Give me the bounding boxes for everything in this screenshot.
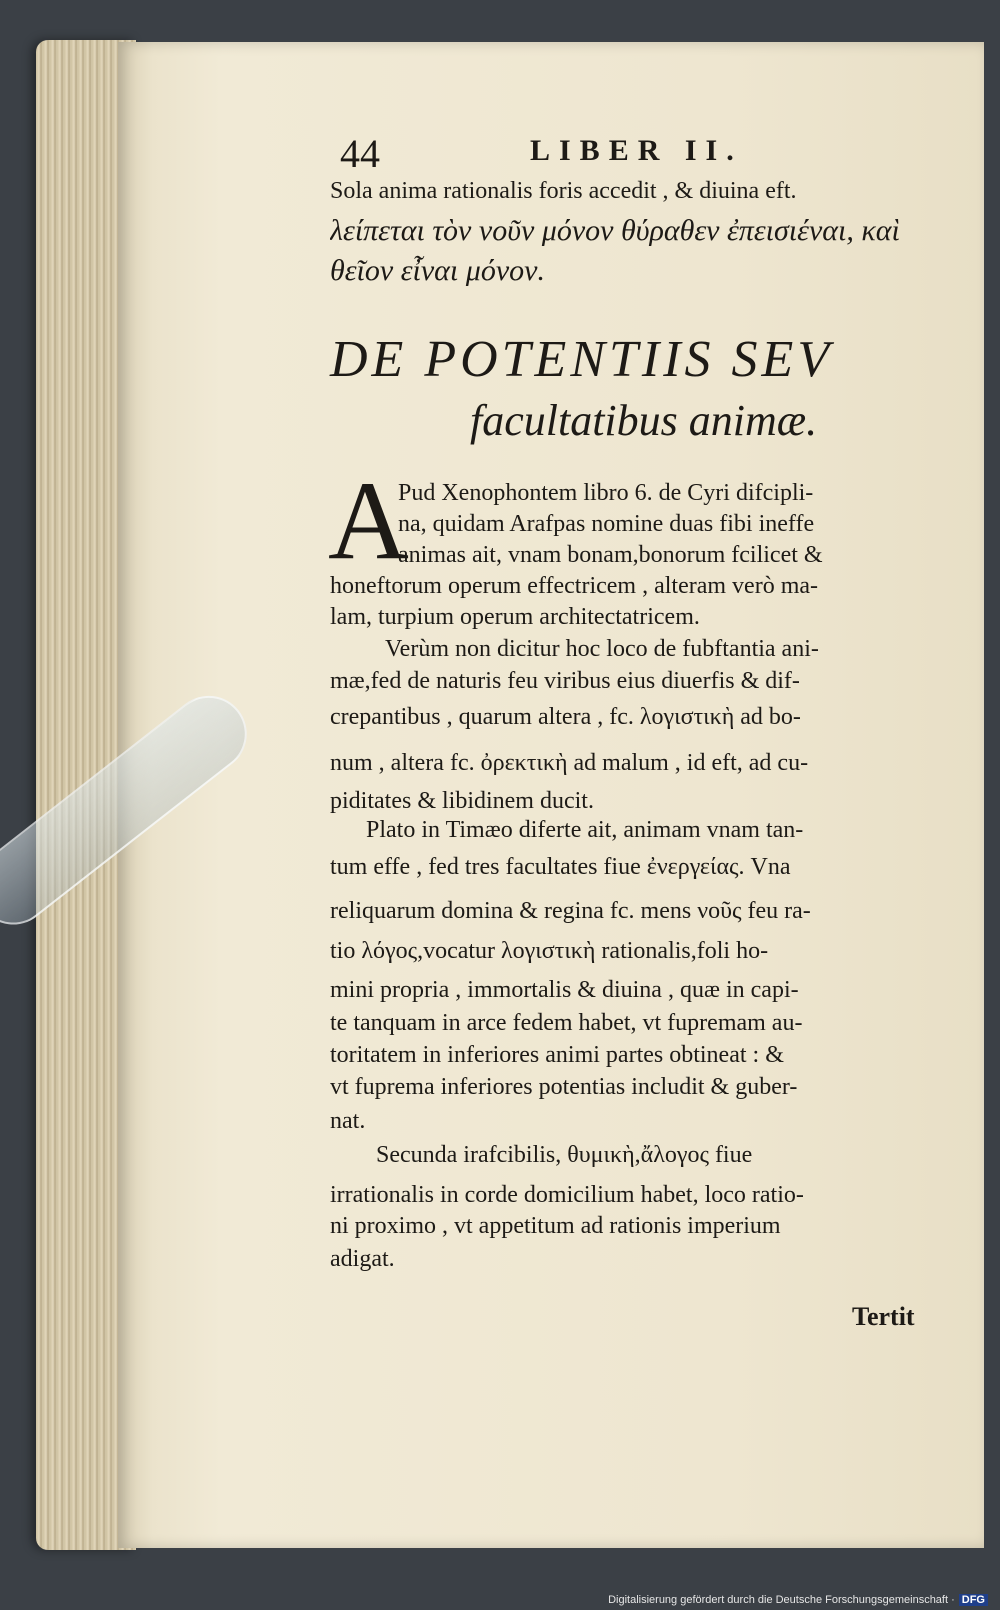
digitization-credit [608,1594,988,1606]
text-line: Verùm non dicitur hoc loco de fubftantia ani- [385,636,819,662]
text-line: na, quidam Arafpas nomine duas fibi ineffe [398,511,815,537]
greek-line: λείπεται τὸν νοῦν μόνον θύραθεν ἐπεισιέναι, καὶ [330,215,900,246]
text-line: Sola anima rationalis foris accedit , & diuina eft. [330,178,797,204]
text-line: adigat. [330,1246,395,1272]
text-line: mæ,fed de naturis feu viribus eius diuerfis & dif- [330,668,800,694]
text-line: reliquarum domina & regina fc. mens νοῦς feu ra- [330,898,811,924]
text-line: ni proximo , vt appetitum ad rationis imperium [330,1213,781,1239]
text-line: vt fuprema inferiores potentias includit & guber- [330,1074,798,1100]
text-line: tio λόγος,vocatur λογιστικὴ rationalis,foli ho- [330,938,769,964]
text-line: honeftorum operum effectricem , alteram verò ma- [330,573,819,599]
running-head: LIBER II. [530,134,743,167]
credit-text: Digitalisierung gefördert durch die Deutsche Forschungsgemeinschaft · [608,1594,955,1606]
section-subtitle: facultatibus animæ. [470,396,818,445]
dfg-logo: DFG [959,1594,988,1606]
text-line: Pud Xenophontem libro 6. de Cyri difcipli- [398,480,814,506]
text-line: te tanquam in arce fedem habet, vt fupremam au- [330,1010,803,1036]
text-line: crepantibus , quarum altera , fc. λογιστικὴ ad bo- [330,704,801,730]
page-number: 44 [340,131,380,176]
text-line: irrationalis in corde domicilium habet, loco ratio- [330,1182,804,1208]
text-line: lam, turpium operum architectatricem. [330,604,700,630]
section-title: DE POTENTIIS SEV [330,331,834,388]
text-line: toritatem in inferiores animi partes obtineat : & [330,1042,784,1068]
text-line: Plato in Timæo diferte ait, animam vnam tan- [366,817,804,843]
text-line: mini propria , immortalis & diuina , quæ in capi- [330,977,799,1003]
text-line: nat. [330,1108,366,1134]
text-line: animas ait, vnam bonam,bonorum fcilicet & [398,542,823,568]
text-line: Secunda irafcibilis, θυμικὴ,ἄλογος fiue [376,1142,753,1168]
catchword: Tertit [852,1302,915,1331]
text-line: num , altera fc. ὀρεκτικὴ ad malum , id eft, ad cu- [330,750,809,776]
text-line: tum effe , fed tres facultates fiue ἐνεργείας. Vna [330,854,791,880]
greek-line: θεῖον εἶναι μόνον. [330,255,545,286]
page-header [340,130,800,180]
drop-capital: A [328,459,409,583]
text-line: piditates & libidinem ducit. [330,788,594,814]
